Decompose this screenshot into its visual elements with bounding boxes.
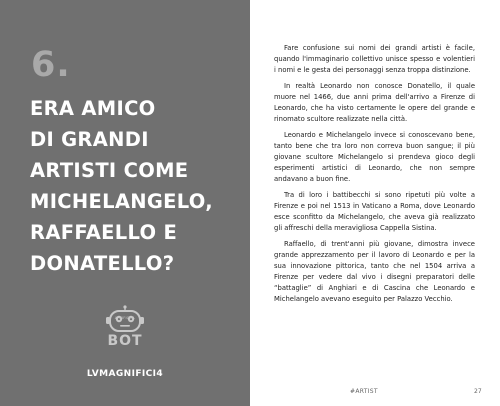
page-number: 27 <box>474 388 482 395</box>
paragraph: Raffaello, di trent'anni più giovane, dimostra invece grande apprezzamento per il lavoro di Leonardo e per la sua innovazione pittorica, tanto che nel 1504 arriva a Firenze per vedere dal vivo i disegni preparatori delle “battaglie” di Anghiari e di Cascina che Leonardo e Michelangelo avevano eseguito per Palazzo Vecchio. <box>274 240 475 303</box>
logo-wordmark: BOT <box>107 333 143 349</box>
headline-line: RAFFAELLO E <box>30 221 178 244</box>
paragraph: Leonardo e Michelangelo invece si conoscevano bene, tanto bene che tra loro non correva buon sangue; il più giovane scultore Michelangelo si prendeva gioco degli esperimenti artistici di Leonardo, che non sempre andavano a buon fine. <box>274 131 475 183</box>
logo-caption: ARTIFICIAL <box>114 316 136 320</box>
paragraph: Tra di loro i battibecchi si sono ripetuti più volte a Firenze e poi nel 1513 in Vaticano a Roma, dove Leonardo esce sconfitto da Michelangelo, che aveva già realizzato gli affreschi della meravigliosa Cappella Sistina. <box>274 191 475 232</box>
headline-line: ARTISTI COME <box>30 159 189 182</box>
headline-line: DONATELLO? <box>30 252 175 275</box>
chapter-headline <box>30 93 245 279</box>
headline-line: ERA AMICO <box>30 97 156 120</box>
paragraph: Fare confusione sui nomi dei grandi artisti è facile, quando l'immaginario collettivo unisce spesso e volentieri i nomi e le gesta dei personaggi senza troppa distinzione. <box>274 44 475 74</box>
body-text <box>274 43 475 310</box>
headline-line: DI GRANDI <box>30 128 149 151</box>
paragraph: In realtà Leonardo non conosce Donatello, il quale muore nel 1466, due anni prima dell'arrivo a Firenze di Leonardo, che ha visto certamente le opere del grande e rinomato scultore realizzate nella città. <box>274 82 475 123</box>
chapter-number: 6. <box>31 45 71 85</box>
headline-line: MICHELANGELO, <box>30 190 213 213</box>
author-handle: LVMAGNIFICI4 <box>86 369 164 379</box>
footer-hashtag: #ARTIST <box>350 388 378 395</box>
